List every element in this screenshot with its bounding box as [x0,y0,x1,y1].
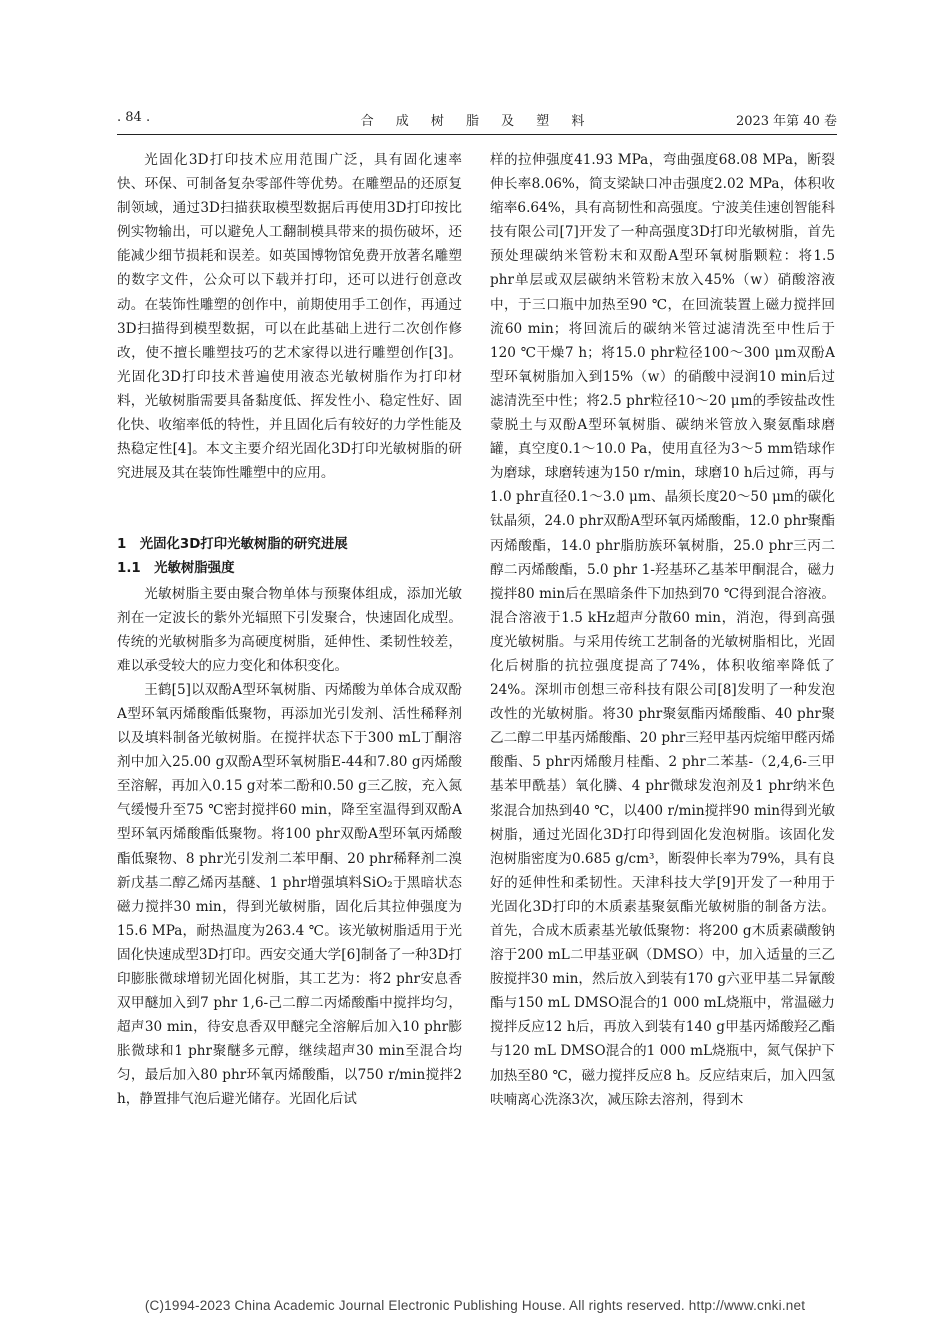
strength-paragraph: 光敏树脂主要由聚合物单体与预聚体组成，添加光敏剂在一定波长的紫外光辐照下引发聚合，快速固化成型。传统的光敏树脂多为高硬度树脂，延伸性、柔韧性较差，难以承受较大的应力变化和体积变化。 [117,585,462,674]
right-column [490,148,835,1198]
section-1-heading: 1 光固化3D打印光敏树脂的研究进展 [117,537,348,553]
left-column [117,148,462,1198]
continued-paragraph: 样的拉伸强度41.93 MPa，弯曲强度68.08 MPa，断裂伸长率8.06%，简支梁缺口冲击强度2.02 MPa，体积收缩率6.64%，具有高韧性和高强度。宁波美佳速创智能科技有限公司[7]开发了一种高强度3D打印光敏树脂，首先预处理碳纳米管粉末和双酚A型环氧树脂颗粒：将1.5 phr单层或双层碳纳米管粉末放入45%（w）硝酸溶液中，于三口瓶中加热至90 ℃，在回流装置上磁力搅拌回流60 min；将回流后的碳纳米管过滤清洗至中性后于120 ℃干燥7 h；将15.0 phr粒径100～300 μm双酚A型环氧树脂加入到15%（w）的硝酸中浸润10 min后过滤清洗至中性；将2.5 phr粒径10～20 μm的季铵盐改性蒙脱土与双酚A型环氧树脂、碳纳米管放入聚氨酯球磨罐，真空度0.1～10.0 Pa，使用直径为3～5 mm锆球作为磨球，球磨转速为150 r/min，球磨10 h后过筛，再与1.0 phr直径0.1～3.0 μm、晶须长度20～50 μm的碳化钛晶须，24.0 phr双酚A型环氧丙烯酸酯，12.0 phr聚酯丙烯酸酯，14.0 phr脂肪族环氧树脂，25.0 phr三丙二醇二丙烯酸酯，5.0 phr 1-羟基环乙基苯甲酮混合，磁力搅拌80 min后在黑暗条件下加热到70 ℃得到混合溶液。混合溶液于1.5 kHz超声分散60 min，消泡，得到高强度光敏树脂。与采用传统工艺制备的光敏树脂相比，光固化后树脂的抗拉强度提高了74%，体积收缩率降低了24%。深圳市创想三帝科技有限公司[8]发明了一种发泡改性的光敏树脂。将30 phr聚氨酯丙烯酸酯、40 phr聚乙二醇二甲基丙烯酸酯、20 phr三羟甲基丙烷缩甲醛丙烯酸酯、5 phr丙烯酸月桂酯、2 phr二苯基-（2,4,6-三甲基苯甲酰基）氧化膦、4 phr微球发泡剂及1 phr纳米色浆混合加热到40 ℃，以400 r/min搅拌90 min得到光敏树脂，通过光固化3D打印得到固化发泡树脂。该固化发泡树脂密度为0.685 g/cm³，断裂伸长率为79%，具有良好的延伸性和柔韧性。天津科技大学[9]开发了一种用于光固化3D打印的木质素基聚氨酯光敏树脂的制备方法。首先，合成木质素基光敏低聚物：将200 g木质素磺酸钠溶于200 mL二甲基亚砜（DMSO）中，加入适量的三乙胺搅拌30 min，然后放入到装有170 g六亚甲基二异氰酸酯与150 mL DMSO混合的1 000 mL烧瓶中，常温磁力搅拌反应12 h后，再放入到装有140 g甲基丙烯酸羟乙酯与120 mL DMSO混合的1 000 mL烧瓶中，氮气保护下加热至80 ℃，磁力搅拌反应8 h。反应结束后，加入四氢呋喃离心洗涤3次，减压除去溶剂，得到木 [490,152,835,1108]
running-header [117,104,837,134]
issue-info: 2023 年第 40 卷 [735,114,837,129]
journal-title: 合 成 树 脂 及 塑 料 [360,114,594,129]
copyright-footer: (C)1994-2023 China Academic Journal Electronic Publishing House. All rights reserved. http://www.cnki.net [144,1298,806,1313]
section-1-1-heading: 1.1 光敏树脂强度 [117,561,235,577]
wanghe-paragraph: 王鹤[5]以双酚A型环氧树脂、丙烯酸为单体合成双酚A型环氧丙烯酸酯低聚物，再添加光引发剂、活性稀释剂以及填料制备光敏树脂。在搅拌状态下于300 mL丁酮溶剂中加入25.00 g双酚A型环氧树脂E-44和7.80 g丙烯酸至溶解，再加入0.15 g对苯二酚和0.50 g三乙胺，充入氮气缓慢升至75 ℃密封搅拌60 min，降至室温得到双酚A型环氧丙烯酸酯低聚物。将100 phr双酚A型环氧丙烯酸酯低聚物、8 phr光引发剂二苯甲酮、20 phr稀释剂二溴新戊基二醇乙烯丙基醚、1 phr增强填料SiO₂于黑暗状态磁力搅拌30 min，得到光敏树脂，固化后其拉伸强度为15.6 MPa，耐热温度为263.4 ℃。该光敏树脂适用于光固化快速成型3D打印。西安交通大学[6]制备了一种3D打印膨胀微球增韧光固化树脂，其工艺为：将2 phr安息香双甲醚加入到7 phr 1,6-己二醇二丙烯酸酯中搅拌均匀，超声30 min，待安息香双甲醚完全溶解后加入10 phr膨胀微球和1 phr聚醚多元醇，继续超声30 min至混合均匀，最后加入80 phr环氧丙烯酸酯，以750 r/min搅拌2 h，静置排气泡后避光储存。光固化后试 [117,681,462,1108]
intro-paragraph: 光固化3D打印技术应用范围广泛，具有固化速率快、环保、可制备复杂零部件等优势。在雕塑品的还原复制领域，通过3D扫描获取模型数据后再使用3D打印按比例实物输出，可以避免人工翻制模具带来的损伤破坏，还能减少细节损耗和误差。如英国博物馆免费开放著名雕塑的数字文件，公众可以下载并打印，还可以进行创意改动。在装饰性雕塑的创作中，前期使用手工创作，再通过3D扫描得到模型数据，可以在此基础上进行二次创作修改，使不擅长雕塑技巧的艺术家得以进行雕塑创作[3]。光固化3D打印技术普遍使用液态光敏树脂作为打印材料，光敏树脂需要具备黏度低、挥发性小、稳定性好、固化快、收缩率低的特性，并且固化后有较好的力学性能及热稳定性[4]。本文主要介绍光固化3D打印光敏树脂的研究进展及其在装饰性雕塑中的应用。 [117,152,462,482]
page-number: . 84 . [117,110,151,125]
header-rule [117,134,837,135]
